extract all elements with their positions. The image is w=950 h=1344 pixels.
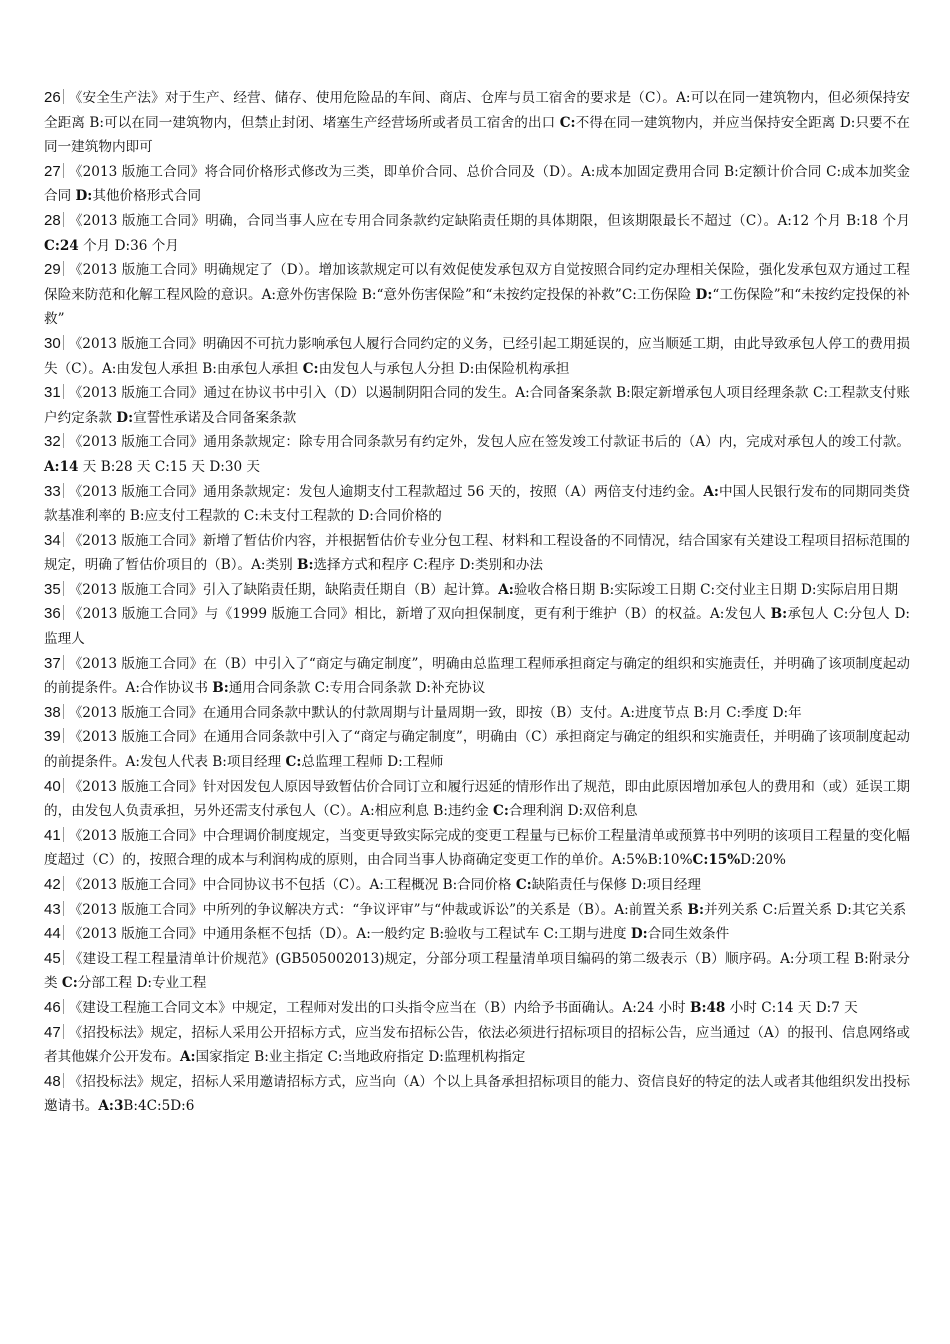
answer-highlight: A:3 [98,1098,124,1115]
answer-highlight: B: [212,680,229,697]
answer-highlight: C:24 [44,237,79,254]
question-number: 46 [44,998,61,1016]
question-text: 《2013 版施工合同》在通用合同条款中引入了“商定与确定制度”，明确由（C）承担商定与确定的组织和实施责任，并明确了该项制度起动的前提条件。A:发包人代表 B:项目经理 [44,729,910,771]
question-item [44,1021,910,1070]
number-divider [63,950,64,965]
question-number: 41 [44,826,61,844]
answer-highlight: C: [285,754,302,771]
question-tail: 小时 C:14 天 D:7 天 [725,999,858,1016]
answer-highlight: C: [493,803,509,820]
question-item [44,381,910,430]
answer-highlight: D: [630,926,648,943]
question-tail: 个月 D:36 个月 [78,237,179,254]
question-text: 《2013 版施工合同》将合同价格形式修改为三类，即单价合同、总价合同及（D）。A:成本加固定费用合同 B:定额计价合同 C:成本加奖金合同 [44,163,910,205]
question-number: 32 [44,433,61,451]
number-divider [63,778,64,793]
question-number: 37 [44,654,61,672]
question-tail: 合同生效条件 [647,926,730,943]
question-item [44,996,910,1021]
answer-highlight: B: [297,557,314,574]
number-divider [63,925,64,940]
answer-highlight: B:48 [689,999,726,1016]
question-item [44,209,910,258]
question-item [44,160,910,209]
question-number: 35 [44,580,61,598]
question-number: 38 [44,703,61,721]
question-text: 《2013 版施工合同》通过在协议书中引入（D）以遏制阴阳合同的发生。A:合同备案条款 B:限定新增承包人项目经理条款 C:工程款支付账户约定条款 [44,385,910,426]
answer-highlight: C:15% [692,852,741,869]
question-text: 《2013 版施工合同》针对因发包人原因导致暂估价合同订立和履行迟延的情形作出了规范，即由此原因增加承包人的费用和（或）延误工期的，由发包人负责承担，另外还需支付承包人（C）。A:相应利息 B:违约金 [44,778,910,820]
question-tail: 天 B:28 天 C:15 天 D:30 天 [78,458,261,475]
answer-highlight: C: [302,360,319,377]
number-divider [63,532,64,547]
question-tail: 承包人 C:分包人 D:监理人 [44,606,910,648]
answer-highlight: D: [695,286,713,303]
question-text: 《安全生产法》对于生产、经营、储存、使用危险品的车间、商店、仓库与员工宿舍的要求是（C）。A:可以在同一建筑物内，但必须保持安全距离 B:可以在同一建筑物内，但禁止封闭、堵塞生产经营场所或者员工宿舍的出口 [44,90,910,131]
question-tail: “工伤保险”和“未按约定投保的补救” [44,286,910,328]
question-item [44,652,910,701]
question-item [44,775,910,824]
question-text: 《2013 版施工合同》引入了缺陷责任期，缺陷责任期自（B）起计算。 [68,581,499,598]
number-divider [63,261,64,276]
question-tail: 分部工程 D:专业工程 [77,975,207,992]
number-divider [63,163,64,178]
answer-highlight: C: [61,975,78,992]
answer-highlight: C: [559,114,576,131]
question-text: 《2013 版施工合同》在（B）中引入了“商定与确定制度”，明确由总监理工程师承担商定与确定的组织和实施责任，并明确了该项制度起动的前提条件。A:合作协议书 [44,655,910,697]
question-text: 《2013 版施工合同》在通用合同条款中默认的付款周期与计量周期一致，即按（B）支付。A:进度节点 B:月 C:季度 D:年 [68,704,802,721]
question-number: 34 [44,531,61,549]
number-divider [63,581,64,596]
question-number: 43 [44,900,61,918]
answer-highlight: D: [75,188,93,205]
question-number: 44 [44,925,61,943]
question-item [44,701,910,726]
question-text: 《建设工程施工合同文本》中规定，工程师对发出的口头指令应当在（B）内给予书面确认。A:24 小时 [68,999,690,1016]
question-tail: 不得在同一建筑物内，并应当保持安全距离 D:只要不在同一建筑物内即可 [44,114,910,156]
number-divider [63,89,64,104]
answer-highlight: A: [179,1049,196,1066]
question-tail: 并列关系 C:后置关系 D:其它关系 [703,901,907,918]
question-item [44,332,910,381]
question-text: 《建设工程工程量清单计价规范》(GB505002013)规定，分部分项工程量清单项目编码的第二级表示（B）顺序码。A:分项工程 B:附录分类 [44,950,910,992]
answer-highlight: B: [770,606,788,623]
question-tail: 中国人民银行发布的同期同类贷款基准利率的 B:应支付工程款的 C:未支付工程款的 D:合同价格的 [44,483,910,525]
question-number: 30 [44,334,61,352]
question-text: 《招投标法》规定，招标人采用公开招标方式，应当发布招标公告，依法必须进行招标项目的招标公告，应当通过（A）的报刊、信息网络或者其他媒介公开发布。 [44,1024,910,1066]
question-item [44,1070,910,1119]
question-item [44,430,910,479]
question-text: 《2013 版施工合同》明确因不可抗力影响承包人履行合同约定的义务，已经引起工期延误的，应当顺延工期，由此导致承包人停工的费用损失（C）。A:由发包人承担 B:由承包人承担 [44,335,910,377]
question-number: 47 [44,1023,61,1041]
question-number: 40 [44,777,61,795]
question-tail: B:4C:5D:6 [123,1098,195,1115]
question-list [44,86,910,1119]
answer-highlight: D: [116,409,134,426]
question-text: 《2013 版施工合同》明确，合同当事人应在专用合同条款约定缺陷责任期的具体期限，但该期限最长不超过（C）。A:12 个月 B:18 个月 [68,212,910,229]
question-tail: 缺陷责任与保修 D:项目经理 [531,877,702,893]
question-number: 39 [44,728,61,746]
question-item [44,578,910,603]
question-item [44,898,910,923]
question-number: 29 [44,261,61,279]
question-number: 26 [44,89,61,106]
question-number: 45 [44,949,61,967]
question-item [44,529,910,578]
question-tail: 国家指定 B:业主指定 C:当地政府指定 D:监理机构指定 [195,1049,526,1066]
question-text: 《2013 版施工合同》中通用条框不包括（D）。A:一般约定 B:验收与工程试车 C:工期与进度 [68,926,631,943]
answer-highlight: A: [498,581,514,598]
answer-highlight: A:14 [44,458,79,475]
question-text: 《2013 版施工合同》通用条款规定：发包人逾期支付工程款超过 56 天的，按照（A）两倍支付违约金。 [68,483,704,500]
question-number: 31 [44,384,61,402]
answer-highlight: A: [703,483,719,500]
question-text: 《2013 版施工合同》新增了暂估价内容，并根据暂估价专业分包工程、材料和工程设备的不同情况，结合国家有关建设工程项目招标范围的规定，明确了暂估价项目的（B）。A:类别 [44,532,910,574]
question-text: 《2013 版施工合同》中合理调价制度规定，当变更导致实际完成的变更工程量与已标价工程量清单或预算书中列明的该项目工程量的变化幅度超过（C）的，按照合理的成本与利润构成的原则，由合同当事人协商确定变更工作的单价。A:5%B:10% [44,827,910,869]
question-text: 《2013 版施工合同》明确规定了（D）。增加该款规定可以有效促使发承包双方自觉按照合同约定办理相关保险，强化发承包双方通过工程保险来防范和化解工程风险的意识。A:意外伤害保险 B:“意外伤害保险”和“未按约定投保的补救”C:工伤保险 [44,262,910,303]
question-item [44,480,910,529]
question-item [44,824,910,873]
number-divider [63,433,64,448]
answer-highlight: C: [515,877,532,893]
question-item [44,258,910,332]
question-text: 《2013 版施工合同》与《1999 版施工合同》相比，新增了双向担保制度，更有利于维护（B）的权益。A:发包人 [68,606,771,623]
question-tail: 选择方式和程序 C:程序 D:类别和办法 [313,557,543,574]
question-number: 48 [44,1072,61,1090]
question-item [44,873,910,898]
number-divider [63,605,64,620]
number-divider [63,384,64,399]
question-item [44,602,910,651]
number-divider [63,1073,64,1088]
question-number: 42 [44,876,61,893]
number-divider [63,876,64,891]
number-divider [63,901,64,916]
question-tail: 合理利润 D:双倍利息 [508,803,638,820]
question-number: 36 [44,605,61,623]
number-divider [63,212,64,227]
question-text: 《招投标法》规定，招标人采用邀请招标方式，应当向（A）个以上具备承担招标项目的能力、资信良好的特定的法人或者其他组织发出投标邀请书。 [44,1073,910,1115]
question-item [44,725,910,774]
question-text: 《2013 版施工合同》通用条款规定：除专用合同条款另有约定外，发包人应在签发竣工付款证书后的（A）内，完成对承包人的竣工付款。 [68,434,910,451]
number-divider [63,483,64,498]
question-text: 《2013 版施工合同》中所列的争议解决方式：“争议评审”与“仲裁或诉讼”的关系是（B）。A:前置关系 [68,901,688,918]
question-item [44,86,910,160]
question-tail: 验收合格日期 B:实际竣工日期 C:交付业主日期 D:实际启用日期 [513,581,899,598]
number-divider [63,827,64,842]
number-divider [63,728,64,743]
number-divider [63,1024,64,1039]
question-number: 28 [44,211,61,229]
answer-highlight: B: [687,901,704,918]
question-item [44,947,910,996]
question-item [44,922,910,947]
question-tail: 其他价格形式合同 [92,188,202,205]
question-number: 27 [44,162,61,180]
question-tail: 由发包人与承包人分担 D:由保险机构承担 [318,360,570,377]
question-number: 33 [44,482,61,500]
question-tail: D:20% [740,852,786,869]
question-tail: 总监理工程师 D:工程师 [301,754,444,771]
number-divider [63,655,64,670]
number-divider [63,335,64,350]
number-divider [63,704,64,719]
question-tail: 宣誓性承诺及合同备案条款 [133,409,297,426]
question-tail: 通用合同条款 C:专用合同条款 D:补充协议 [228,680,486,697]
question-text: 《2013 版施工合同》中合同协议书不包括（C）。A:工程概况 B:合同价格 [68,877,516,893]
number-divider [63,999,64,1014]
